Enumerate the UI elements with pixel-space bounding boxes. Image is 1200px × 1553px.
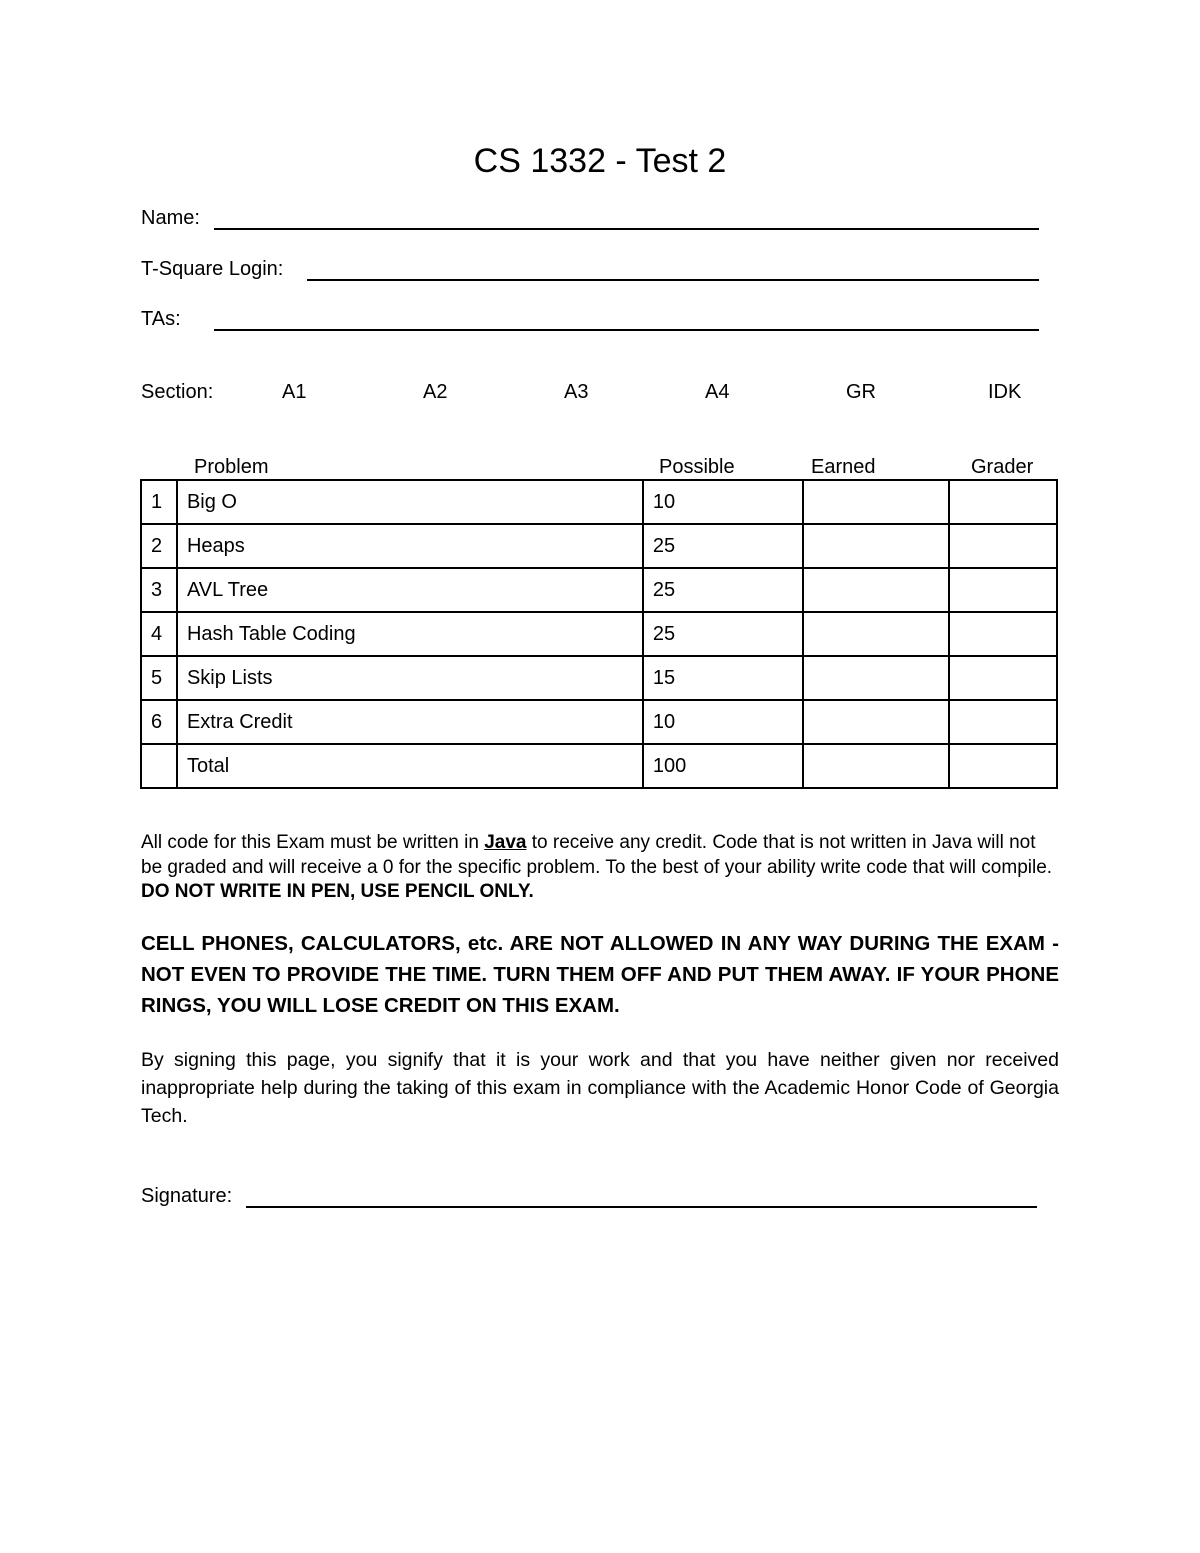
total-label: Total: [177, 744, 643, 788]
earned-cell[interactable]: [803, 568, 950, 612]
possible-points: 10: [643, 700, 803, 744]
problem-name: Heaps: [177, 524, 643, 568]
section-option-a2[interactable]: A2: [423, 381, 448, 403]
problem-number: 3: [141, 568, 177, 612]
section-option-gr[interactable]: GR: [846, 381, 876, 403]
section-option-a4[interactable]: A4: [705, 381, 730, 403]
instructions-text-start: All code for this Exam must be written in: [141, 832, 485, 853]
name-underline[interactable]: [214, 228, 1039, 230]
problem-number: 6: [141, 700, 177, 744]
table-row: [141, 700, 1057, 744]
problem-number: 4: [141, 612, 177, 656]
header-possible: Possible: [659, 456, 735, 478]
grader-cell[interactable]: [949, 612, 1057, 656]
instructions-text-end: to receive any credit. Code that is not written in Java will not be graded and will receive a 0 for the specific problem. To the best of your ability write code that will compile.: [141, 832, 1053, 878]
possible-points: 10: [643, 480, 803, 524]
grader-cell[interactable]: [949, 568, 1057, 612]
table-row: [141, 568, 1057, 612]
problem-number: [141, 744, 177, 788]
tas-label: TAs:: [141, 308, 181, 330]
earned-cell[interactable]: [803, 612, 950, 656]
pencil-warning: DO NOT WRITE IN PEN, USE PENCIL ONLY.: [141, 881, 534, 902]
signature-underline[interactable]: [246, 1206, 1037, 1208]
grader-total-cell[interactable]: [949, 744, 1057, 788]
problem-name: AVL Tree: [177, 568, 643, 612]
section-option-a3[interactable]: A3: [564, 381, 589, 403]
section-label: Section:: [141, 381, 214, 403]
login-field[interactable]: [141, 257, 283, 281]
grader-cell[interactable]: [949, 656, 1057, 700]
table-row: [141, 480, 1057, 524]
possible-points: 25: [643, 612, 803, 656]
possible-points: 25: [643, 524, 803, 568]
header-earned: Earned: [811, 456, 876, 478]
earned-cell[interactable]: [803, 656, 950, 700]
possible-points: 25: [643, 568, 803, 612]
header-grader: Grader: [971, 456, 1034, 478]
earned-total-cell[interactable]: [803, 744, 950, 788]
phone-warning: CELL PHONES, CALCULATORS, etc. ARE NOT ALLOWED IN ANY WAY DURING THE EXAM - NOT EVEN TO PROVIDE THE TIME. TURN THEM OFF AND PUT THEM AWAY. IF YOUR PHONE RINGS, YOU WILL LOSE CREDIT ON THIS EXAM.: [141, 932, 1059, 1017]
section-option-a1[interactable]: A1: [282, 381, 307, 403]
name-label: Name:: [141, 207, 200, 229]
exam-title: CS 1332 - Test 2: [473, 142, 727, 180]
honor-statement: By signing this page, you signify that it is your work and that you have neither given nor received inappropriate help during the taking of this exam in compliance with the Academic Honor Code of Georgia Tech.: [141, 1049, 1059, 1127]
login-label: T-Square Login:: [141, 258, 284, 280]
header-problem: Problem: [194, 456, 269, 478]
grader-cell[interactable]: [949, 700, 1057, 744]
java-emphasis: Java: [484, 832, 527, 853]
problem-name: Skip Lists: [177, 656, 643, 700]
total-possible-points: 100: [643, 744, 803, 788]
section-option-idk[interactable]: IDK: [988, 381, 1022, 403]
table-row: [141, 656, 1057, 700]
grader-cell[interactable]: [949, 524, 1057, 568]
signature-label: Signature:: [141, 1185, 233, 1207]
table-row-total: [141, 744, 1057, 788]
table-row: [141, 612, 1057, 656]
problem-number: 5: [141, 656, 177, 700]
possible-points: 15: [643, 656, 803, 700]
grade-table: [140, 479, 1058, 789]
signature-field[interactable]: [141, 1184, 232, 1208]
grader-cell[interactable]: [949, 480, 1057, 524]
tas-field[interactable]: [141, 307, 181, 331]
earned-cell[interactable]: [803, 524, 950, 568]
name-field[interactable]: [141, 206, 200, 230]
problem-name: Big O: [177, 480, 643, 524]
code-instructions: [141, 831, 1059, 905]
problem-name: Extra Credit: [177, 700, 643, 744]
problem-name: Hash Table Coding: [177, 612, 643, 656]
tas-underline[interactable]: [214, 329, 1039, 331]
earned-cell[interactable]: [803, 480, 950, 524]
problem-number: 2: [141, 524, 177, 568]
problem-number: 1: [141, 480, 177, 524]
table-row: [141, 524, 1057, 568]
login-underline[interactable]: [307, 279, 1039, 281]
earned-cell[interactable]: [803, 700, 950, 744]
